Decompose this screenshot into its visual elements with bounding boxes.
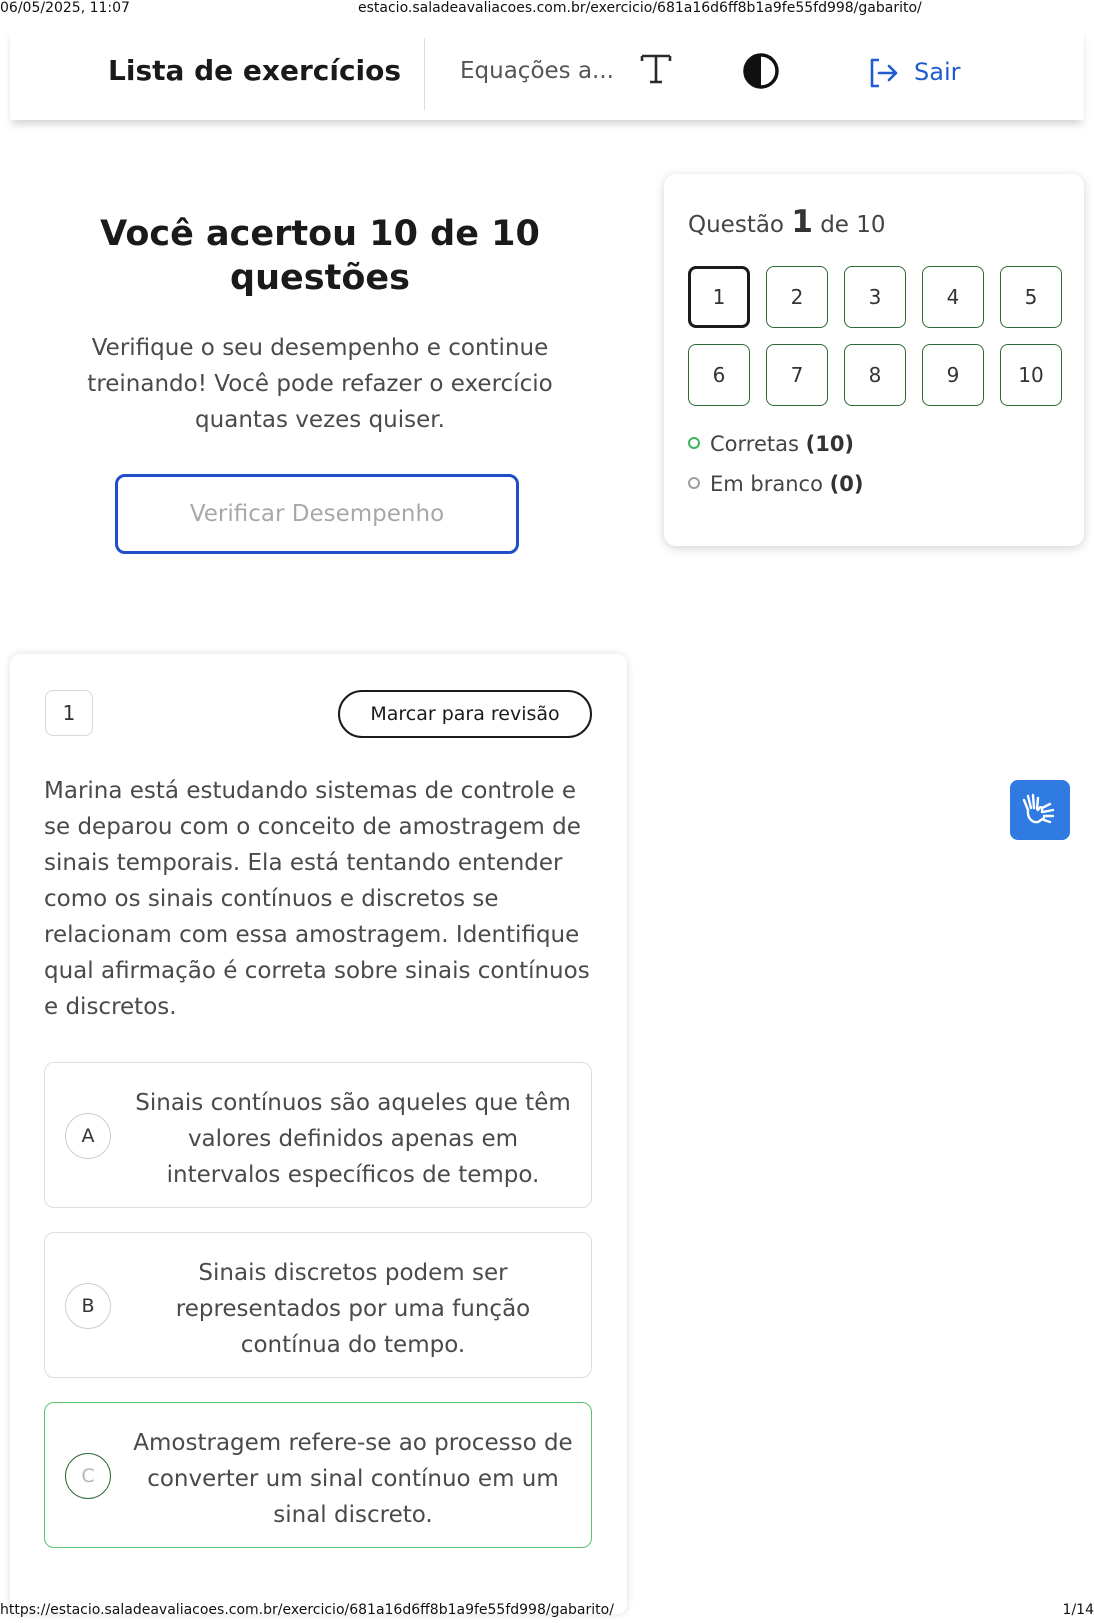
question-nav-button[interactable]: 7 (766, 344, 828, 406)
legend-correct-label: Corretas (710, 432, 799, 456)
page-title: Lista de exercícios (108, 54, 402, 87)
result-title: Você acertou 10 de 10 questões (100, 214, 540, 298)
legend-correct-count: (10) (805, 432, 855, 456)
option-text: Amostragem refere-se ao processo de converter um sinal contínuo em um sinal discreto. (133, 1430, 573, 1528)
question-nav-button[interactable]: 10 (1000, 344, 1062, 406)
blank-dot-icon (688, 477, 700, 489)
legend-blank-count: (0) (829, 472, 864, 496)
legend-blank (688, 472, 863, 496)
print-datetime: 06/05/2025, 11:07 (0, 0, 130, 16)
header-divider (424, 38, 425, 110)
option-b[interactable] (44, 1232, 592, 1378)
navigator-suffix: de 10 (820, 212, 886, 238)
option-letter: A (65, 1113, 111, 1159)
option-letter: C (65, 1453, 111, 1499)
mark-for-review-button[interactable]: Marcar para revisão (338, 690, 592, 738)
print-page-number: 1/14 (1062, 1602, 1094, 1618)
question-nav-button[interactable]: 5 (1000, 266, 1062, 328)
result-description: Verifique o seu desempenho e continue treinando! Você pode refazer o exercício quantas vezes quiser. (87, 335, 553, 433)
legend-correct (688, 432, 854, 456)
question-nav-button[interactable]: 4 (922, 266, 984, 328)
logout-button[interactable] (866, 54, 976, 94)
print-header (0, 0, 1094, 18)
sign-language-icon (1020, 790, 1060, 830)
question-number: 1 (45, 690, 93, 736)
question-nav-button[interactable]: 3 (844, 266, 906, 328)
question-navigator (664, 174, 1084, 546)
contrast-icon[interactable] (742, 52, 780, 90)
logout-label: Sair (914, 58, 961, 86)
question-nav-button[interactable]: 8 (844, 344, 906, 406)
question-text: Marina está estudando sistemas de controle e se deparou com o conceito de amostragem de sinais temporais. Ela está tentando entender como os sinais contínuos e discretos se relacionam com essa amostragem. Identifique qual afirmação é correta sobre sinais contínuos e discretos. (44, 778, 590, 1020)
option-text: Sinais contínuos são aqueles que têm valores definidos apenas em intervalos específicos de tempo. (135, 1090, 571, 1188)
navigator-current: 1 (791, 204, 813, 240)
option-c[interactable] (44, 1402, 592, 1548)
navigator-heading (688, 204, 886, 240)
question-card (10, 654, 627, 1614)
text-size-icon[interactable] (636, 48, 676, 88)
option-letter: B (65, 1283, 111, 1329)
question-nav-button[interactable]: 1 (688, 266, 750, 328)
sign-language-button[interactable] (1010, 780, 1070, 840)
question-nav-button[interactable]: 2 (766, 266, 828, 328)
print-footer-url: https://estacio.saladeavaliacoes.com.br/exercicio/681a16d6ff8b1a9fe55fd998/gabarito/ (0, 1602, 614, 1618)
option-a[interactable] (44, 1062, 592, 1208)
correct-dot-icon (688, 437, 700, 449)
navigator-prefix: Questão (688, 212, 784, 238)
question-nav-button[interactable]: 6 (688, 344, 750, 406)
verify-performance-button[interactable]: Verificar Desempenho (115, 474, 519, 554)
top-header (10, 28, 1084, 120)
legend-blank-label: Em branco (710, 472, 823, 496)
subject-title: Equações a... (460, 58, 614, 84)
logout-icon (866, 56, 900, 90)
print-footer (0, 1602, 1094, 1622)
question-nav-button[interactable]: 9 (922, 344, 984, 406)
option-text: Sinais discretos podem ser representados por uma função contínua do tempo. (175, 1260, 531, 1358)
print-url: estacio.saladeavaliacoes.com.br/exercicio/681a16d6ff8b1a9fe55fd998/gabarito/ (358, 0, 922, 16)
